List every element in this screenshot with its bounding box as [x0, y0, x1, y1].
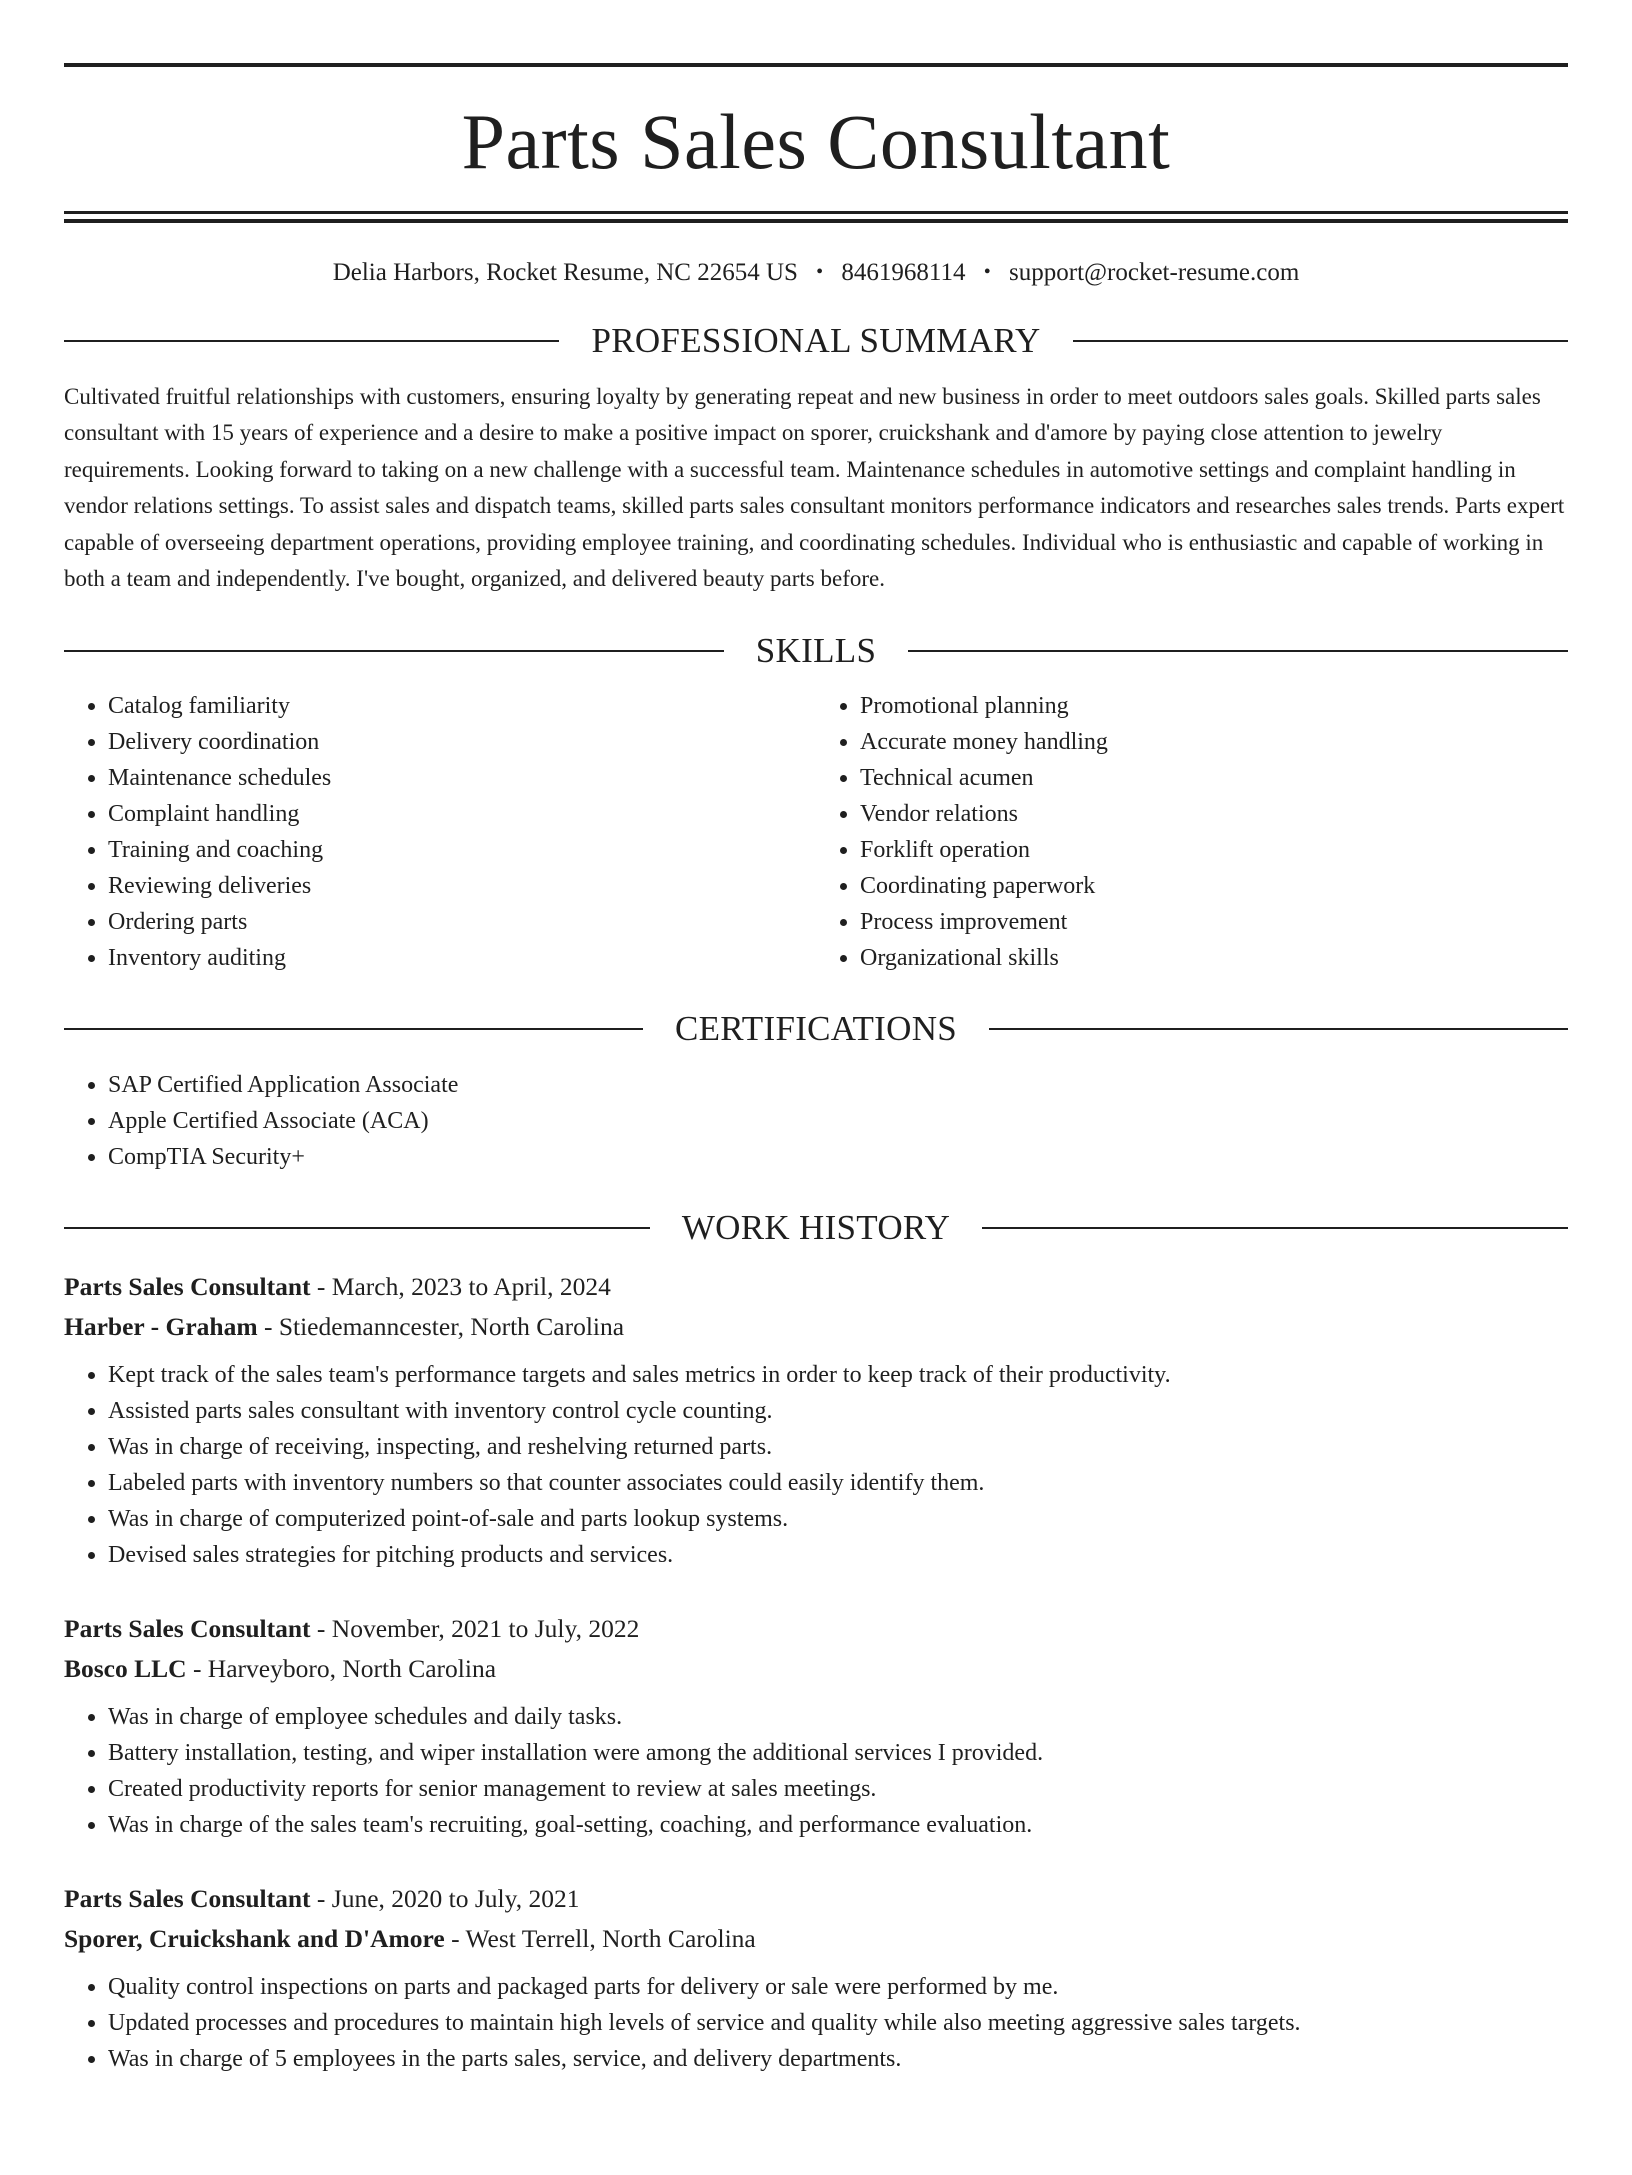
job-title-line	[64, 1609, 1568, 1649]
job-bullets	[64, 1969, 1568, 2077]
job-title: Parts Sales Consultant	[64, 1614, 311, 1643]
work-history-heading-label: WORK HISTORY	[681, 1207, 951, 1247]
skills-list-left	[64, 688, 816, 976]
job-bullets	[64, 1699, 1568, 1843]
certification-item: • SAP Certified Application Associate	[108, 1067, 1568, 1103]
skill-item: • Inventory auditing	[108, 940, 816, 976]
job-location: - Stiedemanncester, North Carolina	[257, 1312, 625, 1341]
heading-rule-right	[1073, 340, 1568, 342]
summary-heading	[64, 322, 1568, 361]
job-company: Harber - Graham	[64, 1312, 258, 1341]
skill-item: • Training and coaching	[108, 832, 816, 868]
job-company-line	[64, 1649, 1568, 1689]
skill-item: • Catalog familiarity	[108, 688, 816, 724]
skills-list-right	[816, 688, 1568, 976]
resume-page	[0, 63, 1632, 2175]
job-bullet: • Assisted parts sales consultant with inventory control cycle counting.	[108, 1393, 1568, 1429]
job-company-line	[64, 1919, 1568, 1959]
skills-columns	[64, 688, 1568, 976]
skill-item: • Process improvement	[860, 904, 1568, 940]
job-bullet: • Was in charge of 5 employees in the parts sales, service, and delivery departments.	[108, 2041, 1568, 2077]
skill-item: • Complaint handling	[108, 796, 816, 832]
skill-item: • Vendor relations	[860, 796, 1568, 832]
skill-item: • Forklift operation	[860, 832, 1568, 868]
skill-item: • Promotional planning	[860, 688, 1568, 724]
job-bullet: • Was in charge of employee schedules and daily tasks.	[108, 1699, 1568, 1735]
work-history-heading	[64, 1209, 1568, 1248]
certifications-heading-label: CERTIFICATIONS	[674, 1009, 958, 1048]
job-company: Bosco LLC	[64, 1654, 187, 1683]
certifications-list	[64, 1067, 1568, 1175]
certification-item: • CompTIA Security+	[108, 1139, 1568, 1175]
certification-item: • Apple Certified Associate (ACA)	[108, 1103, 1568, 1139]
job-dates: - November, 2021 to July, 2022	[310, 1614, 640, 1643]
job-bullet: • Quality control inspections on parts and packaged parts for delivery or sale were performed by me.	[108, 1969, 1568, 2005]
skills-heading	[64, 632, 1568, 671]
heading-rule-left	[64, 1227, 650, 1229]
certifications-heading	[64, 1010, 1568, 1049]
job-company-line	[64, 1307, 1568, 1347]
contact-email: support@rocket-resume.com	[1009, 259, 1300, 286]
job-title-line	[64, 1879, 1568, 1919]
job-location: - Harveyboro, North Carolina	[186, 1654, 497, 1683]
skill-item: • Accurate money handling	[860, 724, 1568, 760]
job-location: - West Terrell, North Carolina	[444, 1924, 756, 1953]
contact-address: Delia Harbors, Rocket Resume, NC 22654 US	[332, 259, 798, 286]
job-dates: - March, 2023 to April, 2024	[310, 1272, 611, 1301]
heading-rule-left	[64, 340, 559, 342]
heading-rule-right	[989, 1028, 1568, 1030]
job-bullet: • Was in charge of computerized point-of-sale and parts lookup systems.	[108, 1501, 1568, 1537]
heading-rule-left	[64, 650, 724, 652]
heading-rule-right	[908, 650, 1568, 652]
job-entry	[64, 1609, 1568, 1843]
summary-text: Cultivated fruitful relationships with customers, ensuring loyalty by generating repeat and new business in order to meet outdoors sales goals. Skilled parts sales consultant with 15 years of experience and a desire to make a positive impact on sporer, cruickshank and d'amore by paying close attention to jewelry requirements. Looking forward to taking on a new challenge with a successful team. Maintenance schedules in automotive settings and complaint handling in vendor relations settings. To assist sales and dispatch teams, skilled parts sales consultant monitors performance indicators and researches sales trends. Parts expert capable of overseeing department operations, providing employee training, and coordinating schedules. Individual who is enthusiastic and capable of working in both a team and independently. I've bought, organized, and delivered beauty parts before.	[64, 383, 1565, 591]
job-bullet: • Was in charge of receiving, inspecting, and reshelving returned parts.	[108, 1429, 1568, 1465]
skills-heading-label: SKILLS	[755, 630, 877, 670]
job-title: Parts Sales Consultant	[64, 1272, 311, 1301]
job-bullet: • Created productivity reports for senior management to review at sales meetings.	[108, 1771, 1568, 1807]
skill-item: • Maintenance schedules	[108, 760, 816, 796]
contact-phone: 8461968114	[841, 259, 966, 286]
heading-rule-left	[64, 1028, 643, 1030]
job-bullet: • Kept track of the sales team's performance targets and sales metrics in order to keep track of their productivity.	[108, 1357, 1568, 1393]
job-title-line	[64, 1267, 1568, 1307]
skill-item: • Reviewing deliveries	[108, 868, 816, 904]
skill-item: • Organizational skills	[860, 940, 1568, 976]
summary-heading-label: PROFESSIONAL SUMMARY	[591, 321, 1041, 360]
job-title: Parts Sales Consultant	[64, 1884, 311, 1913]
heading-rule-right	[982, 1227, 1568, 1229]
job-bullets	[64, 1357, 1568, 1573]
contact-line	[64, 258, 1568, 288]
job-entry	[64, 1267, 1568, 1573]
job-company: Sporer, Cruickshank and D'Amore	[64, 1924, 445, 1953]
job-dates: - June, 2020 to July, 2021	[310, 1884, 580, 1913]
page-title: Parts Sales Consultant	[461, 98, 1171, 185]
skill-item: • Coordinating paperwork	[860, 868, 1568, 904]
title-double-rule	[64, 211, 1568, 223]
job-bullet: • Was in charge of the sales team's recruiting, goal-setting, coaching, and performance evaluation.	[108, 1807, 1568, 1843]
job-bullet: • Labeled parts with inventory numbers so that counter associates could easily identify them.	[108, 1465, 1568, 1501]
bullet-separator: •	[983, 261, 991, 283]
skill-item: • Ordering parts	[108, 904, 816, 940]
skill-item: • Technical acumen	[860, 760, 1568, 796]
job-bullet: • Battery installation, testing, and wiper installation were among the additional services I provided.	[108, 1735, 1568, 1771]
skill-item: • Delivery coordination	[108, 724, 816, 760]
bullet-separator: •	[816, 261, 824, 283]
job-entry	[64, 1879, 1568, 2077]
job-bullet: • Devised sales strategies for pitching products and services.	[108, 1537, 1568, 1573]
job-bullet: • Updated processes and procedures to maintain high levels of service and quality while also meeting aggressive sales targets.	[108, 2005, 1568, 2041]
top-rule	[64, 63, 1568, 67]
